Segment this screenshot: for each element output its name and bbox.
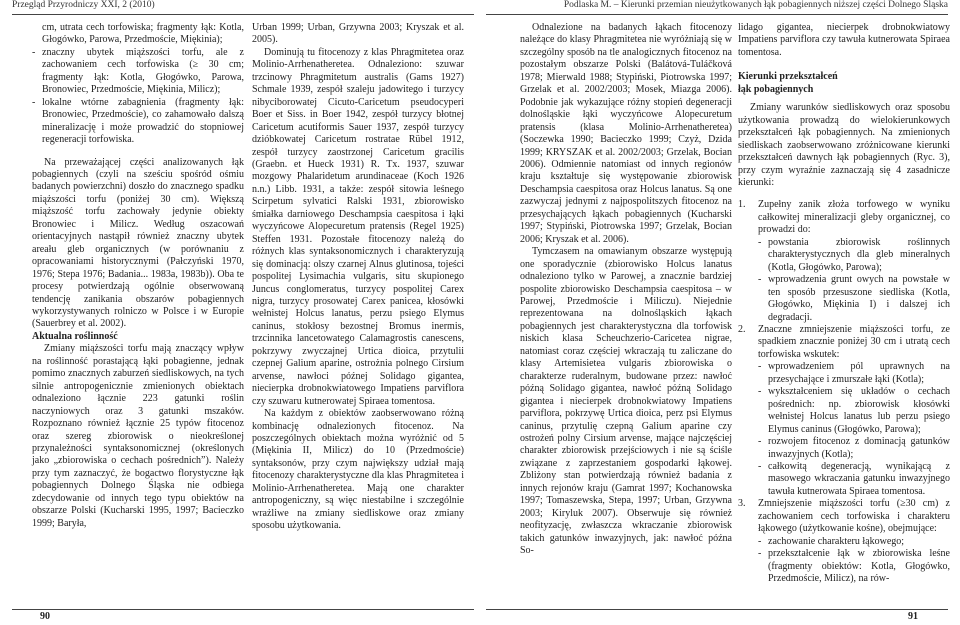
paragraph: Zmiany warunków siedliskowych oraz sposobu użytkowania prowadzą do wielokierunkowych przekształceń łąk pobagiennych. Na zmienionych siedliskach zaobserwowano zróżnicowane kierunki przekształceń dawnych łąk pobagiennych (Ryc. 3), przy czym wyraźnie zaznaczają się 4 zasadnicze kierunki: xyxy=(738,102,950,188)
list-item xyxy=(738,324,950,498)
footer-rule-right xyxy=(486,609,948,610)
paragraph: Dominują tu fitocenozy z klas Phragmitetea oraz Molinio-Arrhenatheretea. Odnaleziono: szuwar trzcinowy Phragmitetum australis (Gams 1927) Schmale 1939, zespół szaleju jadowitego i turzycy nibyciborowatej Cicuto-Caricetum pseudocyperi Boer et Siss. in Boer 1942, zespół turzycy błotnej Caricetum acutiformis Sauer 1937, zespół turzycy dzióbkowatej Caricetum rostratae Rübel 1912, zespół turzycy zaostrzonej Caricetum gracilis (Graebn. et Hueck 1931) R. Tx. 1937, szuwar mozgowy Phalaridetum arundinaceae (Koch 1926 n.n.) Libb. 1931, a także: zespół sitowia leśnego Scirpetum sylvatici Ralski 1931, zbiorowisko śmiałka darniowego Deschampsia caespitosa i łąki wyczyńcowe Alopecuretum pratensis (Regel 1925) Steffen 1931. Pozostałe fitocenozy należą do różnych klas syntaksonomicznych i charakteryzują się dominacją: olszy czarnej Alnus glutinosa, tojeści pospolitej Lysimachia vulgaris, situ skupionego Juncus conglomeratus, turzycy pospolitej Carex nigra, turzycy prosowatej Carex panicea, kłosówki wełnistej Holcus lanatus, perzu psiego Elymus caninus, stokłosy bezostnej Bromus inermis, trzcinnika lancetowatego Calamagrostis canescens, pokrzywy zwyczajnej Urtica dioica, przytulii czepnej Galium aparine, ostrożnia polnego Cirsium arvense, nawłoci późnej Solidago gigantea, niecierpka drobnokwiatowego Impatiens parviflora czy szuwaru kutnerowatej Spiraea tomentosa. xyxy=(252,46,464,407)
paragraph: Odnalezione na badanych łąkach fitocenozy należące do klasy Phragmitetea nie wyróżniają się w szczególny sposób na tle analogicznych fitocenoz na pozostałym obszarze Polski (Balátová-Tuláčková 1978; Mierwald 1988; Stypiński, Piotrowska 1997; Grzelak et al. 2002/2003; Mosek, Miazga 2006). Podobnie jak wykazujące różny stopień degeneracji dolnośląskie łąki wyczyńcowe Alopecuretum pratensis (klasa Molinio-Arrhenatheretea) (Soczewka 1990; Bacieczko 1999; Czyż, Dzida 1999; KRYSZAK et al. 2002/2003; Grzelak, Bocian 2006). Odmiennie natomiast od innych regionów kraju kształtuje się występowanie zbiorowisk Deschampsia caespitosa oraz Holcus lanatus. Są one zazwyczaj jednymi z najpospolitszych fitocenoz na przesychających łąkach pobagiennych (Kucharski 1997; Stypiński, Piotrowska 1997; Grzelak, Bocian 2006; Kryszak et al. 2006). xyxy=(520,22,732,245)
sub-item: - wprowadzenia grunt owych na powstałe w ten sposób przesuszone siedliska (Kotla, Głogówko, Miękinia I) i dalszej ich degradacji. xyxy=(758,274,950,324)
column-4 xyxy=(738,22,950,585)
header-rule-right xyxy=(486,14,948,15)
header-rule-left xyxy=(12,14,474,15)
running-header-right: Podlaska M. – Kierunki przemian nieużytkowanych łąk pobagiennych niższej części Dolnego Śląska xyxy=(563,0,948,10)
list-intro: cm, utrata cech torfowiska; fragmenty łąk: Kotla, Głogówko, Parowa, Przedmoście, Miękinia); xyxy=(42,22,244,46)
item-number: 2. xyxy=(738,323,746,335)
running-header-left: Przegląd Przyrodniczy XXI, 2 (2010) xyxy=(12,0,155,10)
list-item xyxy=(738,199,950,324)
paragraph: Zmiany miąższości torfu mają znaczący wpływ na roślinność porastającą łąki pobagienne, jednak pomimo znacznych zaburzeń siedliskowych, na tych silnie antropogenicznie zmienionych obiektach odnaleziono łącznie 223 gatunki roślin naczyniowych oraz 3 gatunki mszaków. Rozpoznano również łącznie 25 typów fitocenoz oraz szereg zbiorowisk o nieokreślonej przynależności syntaksonomicznej (określonych jako „zbiorowiska o cechach pośrednich”). Należy przy tym zaznaczyć, że bogactwo florystyczne łąk pobagiennych Dolnego Śląska nie odbiega zdecydowanie od innych tego typu obiektów na obszarze Polski (Kucharski 1995, 1997; Bacieczko 1999; Baryła, xyxy=(32,343,244,529)
column-3 xyxy=(520,22,732,557)
paragraph: Tymczasem na omawianym obszarze występują one sporadycznie (zbiorowisko Holcus lanatus odnaleziono tylko w Parowej, a znacznie bardziej pospolite zbiorowisko Deschampsia caespitosa – w Parowej, Przedmoście i Miliczu). Niejednie reprezentowana na dolnośląskich łąkach pobagiennych jest charakterystyczna dla torfowisk niskich klasa Scheuchzerio-Caricetea nigrae, natomiast coraz częściej wkraczają tu zaliczane do klasy Artemisietea vulgaris zbiorowiska o charakterze ruderalnym, budowane przez: nawłoć późną Solidago gigantea, nawłoć późną Solidago gigantea i niecierpek drobnokwiatowy Impatiens parviflora, pokrzywę Urtica dioica, perz psi Elymus caninus, przytulię czepną Galium aparine czy ostrożeń polny Cirsium arvense, mające najczęściej charakter zbiorowisk przejściowych i nie są ściśle związane z zaprzestaniem gospodarki łąkowej. Zbliżony stan potwierdzają również badania z innych rejonów kraju (Gamrat 1997; Kochanowska 1997; Tomaszewska, Stepa, 1997; Urban, Grzywna 2003; Kiryluk 2007). Obserwuje się również neofityzację, zwłaszcza wkraczanie zbiorowisk takich gatunków inwazyjnych, jak: nawłoć późna So- xyxy=(520,246,732,557)
section-heading: łąk pobagiennych xyxy=(738,83,814,95)
paragraph: Urban 1999; Urban, Grzywna 2003; Kryszak et al. 2005). xyxy=(252,22,464,46)
paragraph: Na przeważającej części analizowanych łąk pobagiennych (czyli na sześciu spośród ośmiu badanych powierzchni) doszło do znacznego spadku miąższości torfu (poniżej 30 cm). Większą miąższość torfu zachowały jedynie obiekty Bronowiec i Milicz. Według oszacowań orientacyjnych nastąpił również znaczny ubytek areału gleb organicznych (w porównaniu z opracowaniami historycznymi (Pałczyński 1970, 1976; Stepa 1976; Badania... 1983a, 1983b)). Oba te procesy potwierdzają ogólnie obserwowaną tendencję zanikania obszarów pobagiennych wykorzystywanych rolniczo w Polsce i w Europie (Sauerbrey et al. 2002). xyxy=(32,156,244,330)
sub-item: - całkowitą degeneracją, wynikającą z masowego wkraczania gatunku inwazyjnego tawuła kutnerowata Spiraea tomentosa. xyxy=(758,461,950,498)
item-number: 3. xyxy=(738,498,746,510)
sub-list xyxy=(758,361,950,498)
sub-item: - powstania zbiorowisk roślinnych charakterystycznych dla gleb mineralnych (Kotla, Głogówko, Parowa); xyxy=(758,237,950,274)
section-heading: Kierunki przekształceń xyxy=(738,71,838,83)
directions-list xyxy=(738,199,950,585)
sub-item: - wprowadzeniem pól uprawnych na przesychające i zmurszałe łąki (Kotla); xyxy=(758,361,950,386)
sub-item: - zachowanie charakteru łąkowego; xyxy=(758,536,950,548)
list-item xyxy=(738,498,950,585)
section-heading: Aktualna roślinność xyxy=(32,330,118,342)
page-number-left: 90 xyxy=(40,611,50,622)
list-item: - znaczny ubytek miąższości torfu, ale z zachowaniem cech torfowiska (≥ 30 cm; fragmenty łąk: Kotla, Głogówko, Parowa, Bronowiec, Przedmoście, Miękinia, Milicz); xyxy=(32,47,244,97)
sub-list xyxy=(758,237,950,324)
sub-list xyxy=(758,536,950,586)
footer-rule-left xyxy=(12,609,474,610)
list-item: - lokalne wtórne zabagnienia (fragmenty łąk: Bronowiec, Przedmoście), co zahamowało dalszą mineralizację i może prowadzić do stopniowej regeneracji torfowiska. xyxy=(32,97,244,147)
paragraph: lidago gigantea, niecierpek drobnokwiatowy Impatiens parviflora czy tawuła kutnerowata Spiraea tomentosa. xyxy=(738,22,950,58)
sub-item: - przekształcenie łąk w zbiorowiska leśne (fragmenty obiektów: Kotla, Głogówko, Przedmoście, Milicz), na rów- xyxy=(758,548,950,585)
sub-item: - rozwojem fitocenoz z dominacją gatunków inwazyjnych (Kotla); xyxy=(758,436,950,461)
item-text: Zupełny zanik złoża torfowego w wyniku całkowitej mineralizacji gleby organicznej, co prowadzi do: xyxy=(758,199,950,236)
column-2 xyxy=(252,22,464,533)
item-text: Zmniejszenie miąższości torfu (≥30 cm) z zachowaniem cech torfowiska i charakteru łąkowego (użytkowanie kośne), obejmujące: xyxy=(758,498,950,535)
item-number: 1. xyxy=(738,199,746,211)
page-number-right: 91 xyxy=(908,611,918,622)
sub-item: - wykształceniem się układów o cechach pośrednich: np. zbiorowisk kłosówki wełnistej Holcus lanatus lub perzu psiego Elymus caninus (Głogówko, Parowa); xyxy=(758,386,950,436)
column-1 xyxy=(32,22,244,530)
item-text: Znaczne zmniejszenie miąższości torfu, ze spadkiem znacznie poniżej 30 cm i utratą cech torfowiska wskutek: xyxy=(758,323,950,360)
degradation-list xyxy=(32,47,244,147)
paragraph: Na każdym z obiektów zaobserwowano różną kombinację odnalezionych fitocenoz. Na poszczególnych obiektach można wyróżnić od 5 (Miękinia II, Milicz) do 10 (Przedmoście) syntaksonów, przy czym największy udział mają fitocenozy charakterystyczne dla klas Phragmitetea i Molinio-Arrhenatheretea. Mają one charakter antropogeniczny, są więc niestabilne i szczególnie wrażliwe na zmiany siedliskowe oraz zmiany sposobu użytkowania. xyxy=(252,408,464,532)
